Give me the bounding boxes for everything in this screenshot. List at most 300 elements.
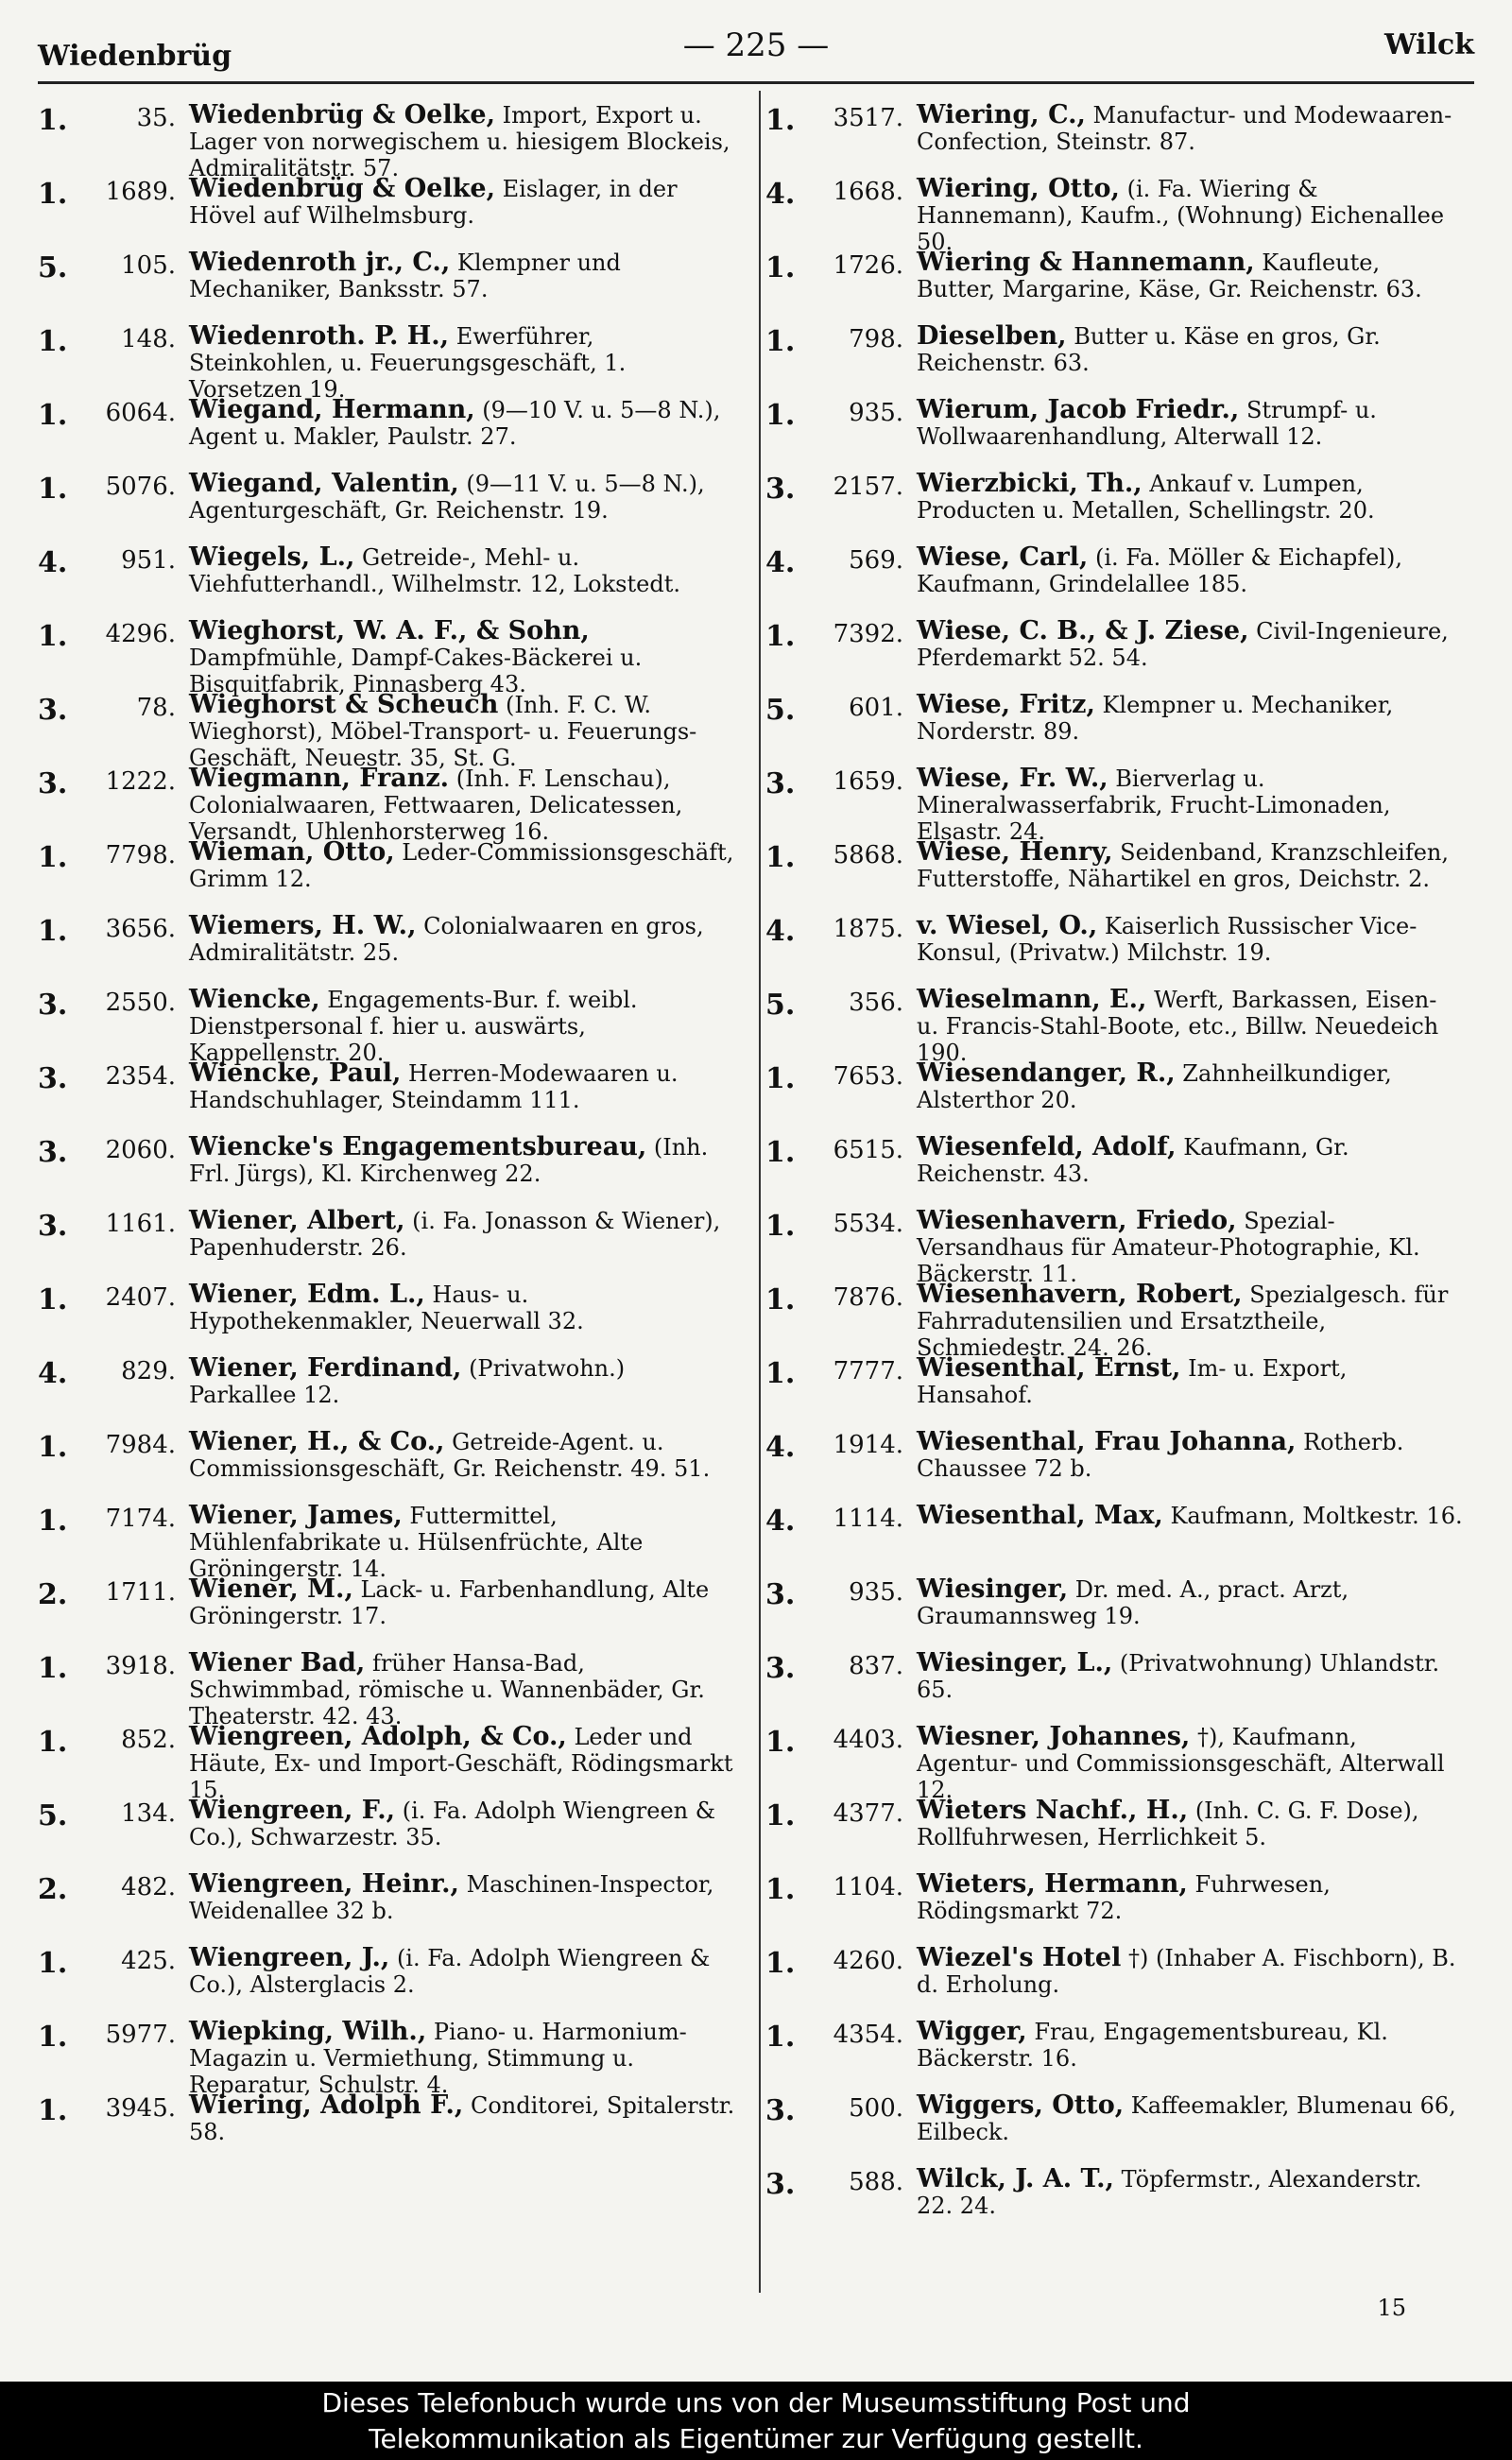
entry-details: Kaffeemakler, Blumenau 66, Eilbeck. [917, 2092, 1456, 2145]
exchange-number: 1. [38, 178, 68, 211]
phone-number: 7876. [833, 1283, 903, 1312]
directory-entry [765, 832, 1465, 905]
directory-entry [38, 1495, 737, 1582]
directory-entry [765, 1495, 1465, 1569]
directory-entry [38, 1569, 737, 1643]
entry-details: Kaiserlich Russischer Vice-Konsul, (Privatw.) Milchstr. 19. [917, 913, 1418, 966]
entry-text [189, 1127, 737, 1187]
column-divider [759, 91, 761, 2293]
directory-entry [765, 1864, 1465, 1937]
page-header [38, 26, 1474, 74]
directory-entry [38, 1200, 737, 1274]
entry-details: (i. Fa. Jonasson & Wiener), Papenhuderstr. 26. [189, 1208, 721, 1261]
directory-entry [765, 1937, 1465, 2011]
directory-entry [765, 316, 1465, 389]
entry-text [917, 1937, 1465, 1998]
exchange-number: 4. [765, 1431, 796, 1464]
exchange-number: 1. [38, 325, 68, 358]
entry-details: Kaufmann, Gr. Reichenstr. 43. [917, 1134, 1349, 1187]
entry-name: Wiengreen, J., [189, 1943, 390, 1972]
phone-number: 482. [121, 1873, 176, 1901]
exchange-number: 1. [38, 1652, 68, 1685]
directory-entry [38, 2011, 737, 2098]
entry-text [917, 832, 1465, 892]
entry-details: Colonialwaaren en gros, Admiralitätstr. 25. [189, 913, 704, 966]
entry-name: Wiegmann, Franz. [189, 764, 450, 793]
directory-entry [38, 1937, 737, 2011]
entry-text [189, 1274, 737, 1334]
exchange-number: 1. [38, 399, 68, 432]
exchange-number: 5. [765, 989, 796, 1022]
exchange-number: 1. [765, 104, 796, 137]
phone-number: 356. [849, 989, 903, 1017]
exchange-number: 2. [38, 1873, 68, 1906]
phone-number: 5977. [105, 2021, 176, 2049]
entry-details: Zahnheilkundiger, Alsterthor 20. [917, 1060, 1392, 1113]
entry-name: Wiedenroth jr., C., [189, 248, 451, 277]
entry-details: Getreide-, Mehl- u. Viehfutterhandl., Wilhelmstr. 12, Lokstedt. [189, 544, 680, 597]
phone-number: 134. [121, 1799, 176, 1828]
entry-name: Wiesenhavern, Robert, [917, 1280, 1243, 1309]
entry-name: Wieman, Otto, [189, 837, 395, 867]
entry-name: Wiener, James, [189, 1501, 403, 1530]
entry-details: Rotherb. Chaussee 72 b. [917, 1429, 1404, 1482]
entry-name: Wiener, Ferdinand, [189, 1353, 462, 1383]
exchange-number: 1. [765, 1062, 796, 1095]
phone-number: 4403. [833, 1726, 903, 1754]
entry-name: Wiese, Carl, [917, 542, 1089, 572]
directory-entry [38, 1643, 737, 1729]
phone-number: 5868. [833, 841, 903, 869]
phone-number: 5534. [833, 1210, 903, 1238]
entry-details: Civil-Ingenieure, Pferdemarkt 52. 54. [917, 618, 1449, 671]
entry-name: Wiesenfeld, Adolf, [917, 1132, 1177, 1161]
exchange-number: 1. [38, 620, 68, 653]
entry-details: Werft, Barkassen, Eisen- u. Francis-Stahl-Boote, etc., Billw. Neuedeich 190. [917, 987, 1439, 1066]
phone-number: 3517. [833, 104, 903, 132]
phone-number: 7392. [833, 620, 903, 648]
entry-details: früher Hansa-Bad, Schwimmbad, römische u. Wannenbäder, Gr. Theaterstr. 42. 43. [189, 1650, 705, 1729]
exchange-number: 4. [765, 1505, 796, 1538]
entry-name: Wilck, J. A. T., [917, 2164, 1114, 2193]
phone-number: 7777. [833, 1357, 903, 1385]
exchange-number: 2. [38, 1578, 68, 1611]
entry-details: Fuhrwesen, Rödingsmarkt 72. [917, 1871, 1331, 1924]
exchange-number: 3. [765, 473, 796, 506]
directory-entry [38, 979, 737, 1066]
phone-number: 1914. [833, 1431, 903, 1459]
phone-number: 3945. [105, 2094, 176, 2123]
phone-number: 1668. [833, 178, 903, 206]
entry-text [189, 1421, 737, 1482]
entry-name: Wiesenthal, Ernst, [917, 1353, 1181, 1383]
entry-text [917, 684, 1465, 745]
entry-name: Wiering, Adolph F., [189, 2090, 464, 2120]
directory-entry [38, 1053, 737, 1127]
directory-entry [38, 316, 737, 403]
phone-number: 2354. [105, 1062, 176, 1091]
header-rule [38, 81, 1474, 84]
entry-name: Wigger, [917, 2017, 1027, 2046]
exchange-number: 3. [765, 1578, 796, 1611]
entry-details: Herren-Modewaaren u. Handschuhlager, Steindamm 111. [189, 1060, 679, 1113]
page-number: — 225 — [682, 26, 830, 64]
phone-number: 2157. [833, 473, 903, 501]
directory-entry [765, 1200, 1465, 1287]
entry-text [917, 905, 1465, 966]
exchange-number: 1. [765, 2021, 796, 2054]
entry-name: Wiener, M., [189, 1574, 353, 1604]
phone-number: 500. [849, 2094, 903, 2123]
directory-entry [765, 168, 1465, 255]
entry-details: Manufactur- und Modewaaren-Confection, Steinstr. 87. [917, 102, 1452, 155]
exchange-number: 1. [765, 620, 796, 653]
directory-entry [38, 537, 737, 611]
entry-details: (Inh. Frl. Jürgs), Kl. Kirchenweg 22. [189, 1134, 709, 1187]
entry-details: Kaufmann, Moltkestr. 16. [1170, 1503, 1463, 1529]
phone-number: 1659. [833, 767, 903, 796]
phone-number: 7798. [105, 841, 176, 869]
phone-number: 935. [849, 1578, 903, 1607]
left-column [38, 95, 737, 2159]
entry-name: Wiering, Otto, [917, 174, 1120, 203]
exchange-number: 1. [38, 915, 68, 948]
exchange-number: 1. [38, 104, 68, 137]
directory-entry [38, 1348, 737, 1421]
entry-name: Wieters, Hermann, [917, 1869, 1188, 1899]
exchange-number: 1. [765, 841, 796, 874]
entry-name: Wiering & Hannemann, [917, 248, 1255, 277]
exchange-number: 1. [38, 841, 68, 874]
entry-text [917, 537, 1465, 597]
directory-entry [38, 611, 737, 697]
phone-number: 7984. [105, 1431, 176, 1459]
entry-name: Wierzbicki, Th., [917, 469, 1143, 498]
exchange-number: 3. [765, 2094, 796, 2127]
footer-notice [0, 2382, 1512, 2460]
entry-name: Wiese, C. B., & J. Ziese, [917, 616, 1249, 645]
entry-details: (i. Fa. Adolph Wiengreen & Co.), Alsterglacis 2. [189, 1945, 711, 1998]
entry-name: Wiemers, H. W., [189, 911, 417, 940]
header-left-keyword: Wiedenbrüg [38, 40, 232, 73]
entry-name: Wieters Nachf., H., [917, 1796, 1189, 1825]
entry-details: Piano- u. Harmonium-Magazin u. Vermiethung, Stimmung u. Reparatur, Schulstr. 4. [189, 2019, 687, 2098]
exchange-number: 1. [765, 325, 796, 358]
entry-name: Wiedenbrüg & Oelke, [189, 100, 495, 129]
exchange-number: 3. [38, 767, 68, 800]
signature-marker: 15 [1377, 2295, 1406, 2321]
entry-text [917, 611, 1465, 671]
entry-text [917, 1790, 1465, 1850]
exchange-number: 3. [38, 989, 68, 1022]
entry-name: Wiengreen, Adolph, & Co., [189, 1722, 567, 1751]
phone-number: 148. [121, 325, 176, 353]
exchange-number: 1. [765, 1799, 796, 1832]
directory-entry [765, 905, 1465, 979]
entry-details: Getreide-Agent. u. Commissionsgeschäft, Gr. Reichenstr. 49. 51. [189, 1429, 711, 1482]
phone-number: 7653. [833, 1062, 903, 1091]
entry-details: Ankauf v. Lumpen, Producten u. Metallen, Schellingstr. 20. [917, 471, 1375, 524]
directory-entry [765, 1790, 1465, 1864]
phone-number: 1104. [833, 1873, 903, 1901]
entry-text [189, 1569, 737, 1629]
phone-number: 852. [121, 1726, 176, 1754]
exchange-number: 4. [765, 178, 796, 211]
phone-number: 4260. [833, 1947, 903, 1975]
phone-number: 2407. [105, 1283, 176, 1312]
exchange-number: 1. [765, 1283, 796, 1316]
entry-text [189, 1053, 737, 1113]
entry-details: Ewerführer, Steinkohlen, u. Feuerungsgeschäft, 1. Vorsetzen 19. [189, 323, 627, 403]
exchange-number: 3. [38, 1210, 68, 1243]
entry-details: Dr. med. A., pract. Arzt, Graumannsweg 19. [917, 1576, 1349, 1629]
entry-details: Conditorei, Spitalerstr. 58. [189, 2092, 735, 2145]
entry-details: (Inh. C. G. F. Dose), Rollfuhrwesen, Herrlichkeit 5. [917, 1798, 1419, 1850]
entry-name: Wiegels, L., [189, 542, 355, 572]
entry-text [917, 316, 1465, 376]
phone-number: 2550. [105, 989, 176, 1017]
entry-text [189, 242, 737, 302]
phone-number: 1689. [105, 178, 176, 206]
directory-entry [765, 611, 1465, 684]
entry-details: (Privatwohnung) Uhlandstr. 65. [917, 1650, 1440, 1703]
directory-entry [765, 684, 1465, 758]
entry-details: (i. Fa. Adolph Wiengreen & Co.), Schwarzestr. 35. [189, 1798, 716, 1850]
directory-entry [38, 1864, 737, 1937]
entry-details: Klempner u. Mechaniker, Norderstr. 89. [917, 692, 1394, 745]
entry-name: Wierum, Jacob Friedr., [917, 395, 1240, 424]
directory-entry [38, 1421, 737, 1495]
entry-details: (i. Fa. Möller & Eichapfel), Kaufmann, Grindelallee 185. [917, 544, 1403, 597]
exchange-number: 4. [38, 546, 68, 579]
entry-text [917, 2011, 1465, 2072]
entry-name: Wiesenthal, Frau Johanna, [917, 1427, 1297, 1456]
phone-number: 1114. [833, 1505, 903, 1533]
entry-details: Frau, Engagementsbureau, Kl. Bäckerstr. 16. [917, 2019, 1388, 2072]
entry-name: Wiese, Fr. W., [917, 764, 1108, 793]
exchange-number: 1. [38, 1431, 68, 1464]
entry-text [917, 1127, 1465, 1187]
entry-details: Eislager, in der Hövel auf Wilhelmsburg. [189, 176, 678, 229]
phone-number: 4354. [833, 2021, 903, 2049]
exchange-number: 5. [765, 694, 796, 727]
entry-details: Dampfmühle, Dampf-Cakes-Bäckerei u. Bisquitfabrik, Pinnasberg 43. [189, 645, 643, 697]
entry-details: Maschinen-Inspector, Weidenallee 32 b. [189, 1871, 714, 1924]
entry-text [917, 1421, 1465, 1482]
entry-details: Klempner und Mechaniker, Banksstr. 57. [189, 249, 621, 302]
entry-details: Leder-Commissionsgeschäft, Grimm 12. [189, 839, 734, 892]
entry-text [917, 242, 1465, 302]
phone-number: 798. [849, 325, 903, 353]
entry-details: Import, Export u. Lager von norwegischem u. hiesigem Blockeis, Admiralitätstr. 57. [189, 102, 730, 181]
entry-details: Bierverlag u. Mineralwasserfabrik, Frucht-Limonaden, Elsastr. 24. [917, 766, 1391, 845]
directory-entry [38, 242, 737, 316]
phone-number: 1726. [833, 251, 903, 280]
entry-details: Kaufleute, Butter, Margarine, Käse, Gr. Reichenstr. 63. [917, 249, 1422, 302]
entry-text [189, 537, 737, 597]
exchange-number: 5. [38, 1799, 68, 1832]
directory-entry [38, 1127, 737, 1200]
entry-name: Wiener, Albert, [189, 1206, 405, 1235]
entry-text [917, 1053, 1465, 1113]
entry-text [917, 1569, 1465, 1629]
exchange-number: 1. [765, 1873, 796, 1906]
directory-entry [765, 2085, 1465, 2159]
entry-name: Wieselmann, E., [917, 985, 1147, 1014]
exchange-number: 1. [765, 1136, 796, 1169]
header-right-keyword: Wilck [1383, 28, 1474, 61]
phone-number: 4377. [833, 1799, 903, 1828]
entry-name: Wiesendanger, R., [917, 1058, 1176, 1088]
directory-entry [765, 1716, 1465, 1803]
entry-name: Wiengreen, Heinr., [189, 1869, 459, 1899]
directory-entry [38, 758, 737, 845]
directory-entry [38, 832, 737, 905]
directory-entry [765, 1053, 1465, 1127]
exchange-number: 1. [38, 473, 68, 506]
phone-number: 829. [121, 1357, 176, 1385]
entry-name: Wiedenroth. P. H., [189, 321, 450, 351]
entry-details: †), Kaufmann, Agentur- und Commissionsgeschäft, Alterwall 12. [917, 1724, 1445, 1803]
entry-text [917, 463, 1465, 524]
directory-entry [38, 389, 737, 463]
exchange-number: 1. [38, 2021, 68, 2054]
directory-entry [38, 1274, 737, 1348]
phone-number: 935. [849, 399, 903, 427]
exchange-number: 1. [765, 1947, 796, 1980]
directory-entry [765, 389, 1465, 463]
entry-text [189, 832, 737, 892]
entry-name: Wiencke's Engagementsbureau, [189, 1132, 647, 1161]
entry-details: Butter u. Käse en gros, Gr. Reichenstr. 63. [917, 323, 1381, 376]
directory-entry [765, 537, 1465, 611]
exchange-number: 1. [765, 1726, 796, 1759]
directory-entry [38, 684, 737, 771]
entry-text [917, 2159, 1465, 2219]
entry-text [917, 1864, 1465, 1924]
entry-name: Wiesinger, [917, 1574, 1069, 1604]
directory-entry [38, 463, 737, 537]
exchange-number: 1. [765, 399, 796, 432]
phone-number: 569. [849, 546, 903, 575]
exchange-number: 5. [38, 251, 68, 284]
exchange-number: 4. [765, 546, 796, 579]
phone-number: 5076. [105, 473, 176, 501]
phone-number: 105. [121, 251, 176, 280]
entry-details: (i. Fa. Wiering & Hannemann), Kaufm., (Wohnung) Eichenallee 50. [917, 176, 1445, 255]
phone-number: 3918. [105, 1652, 176, 1680]
entry-name: Wiering, C., [917, 100, 1086, 129]
entry-details: (Privatwohn.) Parkallee 12. [189, 1355, 626, 1408]
entry-name: Wiesinger, L., [917, 1648, 1113, 1677]
exchange-number: 3. [765, 1652, 796, 1685]
exchange-number: 1. [765, 1210, 796, 1243]
entry-details: Leder und Häute, Ex- und Import-Geschäft, Rödingsmarkt 15. [189, 1724, 733, 1803]
entry-name: Wieghorst & Scheuch [189, 690, 499, 719]
entry-text [189, 1864, 737, 1924]
entry-details: (Inh. F. Lenschau), Colonialwaaren, Fettwaaren, Delicatessen, Versandt, Uhlenhorsterweg 16. [189, 766, 683, 845]
phone-number: 1222. [105, 767, 176, 796]
entry-name: Wiencke, [189, 985, 320, 1014]
exchange-number: 1. [38, 2094, 68, 2127]
entry-text [189, 389, 737, 450]
entry-name: Wiesenthal, Max, [917, 1501, 1163, 1530]
entry-details: Haus- u. Hypothekenmakler, Neuerwall 32. [189, 1282, 584, 1334]
exchange-number: 3. [38, 1062, 68, 1095]
entry-text [917, 1495, 1465, 1529]
directory-entry [765, 242, 1465, 316]
exchange-number: 1. [765, 251, 796, 284]
entry-text [189, 1348, 737, 1408]
directory-entry [38, 168, 737, 242]
entry-name: Wiener, Edm. L., [189, 1280, 425, 1309]
directory-entry [765, 2159, 1465, 2232]
exchange-number: 1. [38, 1726, 68, 1759]
entry-details: †) (Inhaber A. Fischborn), B. d. Erholung. [917, 1945, 1456, 1998]
phone-number: 1711. [105, 1578, 176, 1607]
directory-entry [765, 1421, 1465, 1495]
directory-entry [765, 2011, 1465, 2085]
entry-name: Wiggers, Otto, [917, 2090, 1125, 2120]
exchange-number: 1. [38, 1505, 68, 1538]
entry-details: (9—11 V. u. 5—8 N.), Agenturgeschäft, Gr. Reichenstr. 19. [189, 471, 705, 524]
entry-name: Wiegand, Hermann, [189, 395, 475, 424]
entry-details: Im- u. Export, Hansahof. [917, 1355, 1348, 1408]
directory-entry [38, 1790, 737, 1864]
entry-text [189, 463, 737, 524]
entry-name: Wiener Bad, [189, 1648, 366, 1677]
entry-text [917, 1348, 1465, 1408]
phone-number: 1875. [833, 915, 903, 943]
entry-name: Wiegand, Valentin, [189, 469, 459, 498]
entry-name: Wiese, Fritz, [917, 690, 1095, 719]
entry-details: Lack- u. Farbenhandlung, Alte Gröningerstr. 17. [189, 1576, 710, 1629]
phone-number: 35. [136, 104, 176, 132]
entry-name: Wiengreen, F., [189, 1796, 396, 1825]
directory-entry [38, 1716, 737, 1803]
entry-name: Wiepking, Wilh., [189, 2017, 427, 2046]
exchange-number: 1. [38, 1283, 68, 1316]
phone-number: 1161. [105, 1210, 176, 1238]
entry-name: Wiezel's Hotel [917, 1943, 1122, 1972]
entry-text [917, 95, 1465, 155]
footer-line-2: Telekommunikation als Eigentümer zur Verfügung gestellt. [369, 2423, 1143, 2454]
entry-text [917, 2085, 1465, 2145]
entry-text [189, 1200, 737, 1261]
entry-name: Wiedenbrüg & Oelke, [189, 174, 495, 203]
directory-entry [765, 979, 1465, 1066]
entry-text [917, 389, 1465, 450]
phone-number: 3656. [105, 915, 176, 943]
directory-entry [765, 758, 1465, 845]
entry-name: Wiese, Henry, [917, 837, 1113, 867]
phone-number: 588. [849, 2168, 903, 2196]
exchange-number: 3. [765, 2168, 796, 2201]
entry-details: Töpfermstr., Alexanderstr. 22. 24. [917, 2166, 1422, 2219]
entry-details: Futtermittel, Mühlenfabrikate u. Hülsenfrüchte, Alte Gröningerstr. 14. [189, 1503, 644, 1582]
phone-number: 6064. [105, 399, 176, 427]
entry-name: Dieselben, [917, 321, 1067, 351]
phone-number: 6515. [833, 1136, 903, 1164]
phone-number: 78. [136, 694, 176, 722]
entry-details: Spezial-Versandhaus für Amateur-Photographie, Kl. Bäckerstr. 11. [917, 1208, 1420, 1287]
entry-name: Wieghorst, W. A. F., & Sohn, [189, 616, 590, 645]
phone-number: 4296. [105, 620, 176, 648]
directory-entry [765, 463, 1465, 537]
directory-entry [765, 1127, 1465, 1200]
phone-number: 601. [849, 694, 903, 722]
directory-entry [38, 95, 737, 181]
